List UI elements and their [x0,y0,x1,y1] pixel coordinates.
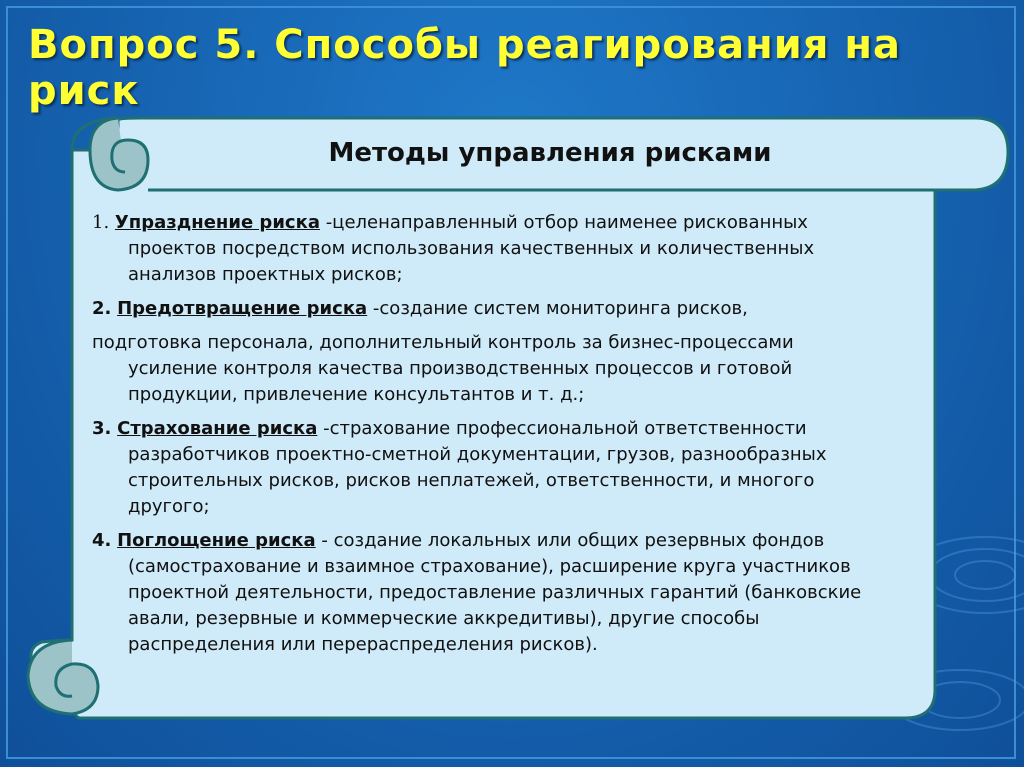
item-number: 3. [92,418,112,439]
slide-title: Вопрос 5. Способы реагирования на риск [28,22,901,114]
item-text: авали, резервные и коммерческие аккредитивы), другие способы [128,608,760,629]
item-text: - создание локальных или общих резервных фондов [315,530,825,551]
item-text: продукции, привлечение консультантов и т. д.; [128,384,585,405]
methods-list [92,210,952,666]
item-text: другого; [128,496,210,517]
list-item [92,416,952,520]
item-text: -целенаправленный отбор наименее рискованных [319,212,808,233]
item-number: 2. [92,298,112,319]
item-text: анализов проектных рисков; [128,264,403,285]
item-text: (самострахование и взаимное страхование), расширение круга участников [128,556,851,577]
item-term: Упразднение риска [114,212,320,233]
item-text: проектной деятельности, предоставление различных гарантий (банковские [128,582,862,603]
item-term: Страхование риска [117,418,318,439]
item-text: разработчиков проектно-сметной документации, грузов, разнообразных [128,444,827,465]
list-item [92,210,952,288]
list-item [92,296,952,408]
item-text: -страхование профессиональной ответственности [317,418,807,439]
item-text: подготовка персонала, дополнительный контроль за бизнес-процессами [92,332,794,353]
item-number: 1. [92,212,110,233]
item-text: усиление контроля качества производственных процессов и готовой [128,358,793,379]
item-text: распределения или перераспределения рисков). [128,634,598,655]
item-text: проектов посредством использования качественных и количественных [128,238,815,259]
item-number: 4. [92,530,112,551]
item-term: Поглощение риска [117,530,316,551]
scroll-header: Методы управления рисками [328,138,772,168]
list-item [92,528,952,658]
item-term: Предотвращение риска [117,298,368,319]
item-text: -создание систем мониторинга рисков, [367,298,748,319]
item-text: строительных рисков, рисков неплатежей, ответственности, и многого [128,470,815,491]
